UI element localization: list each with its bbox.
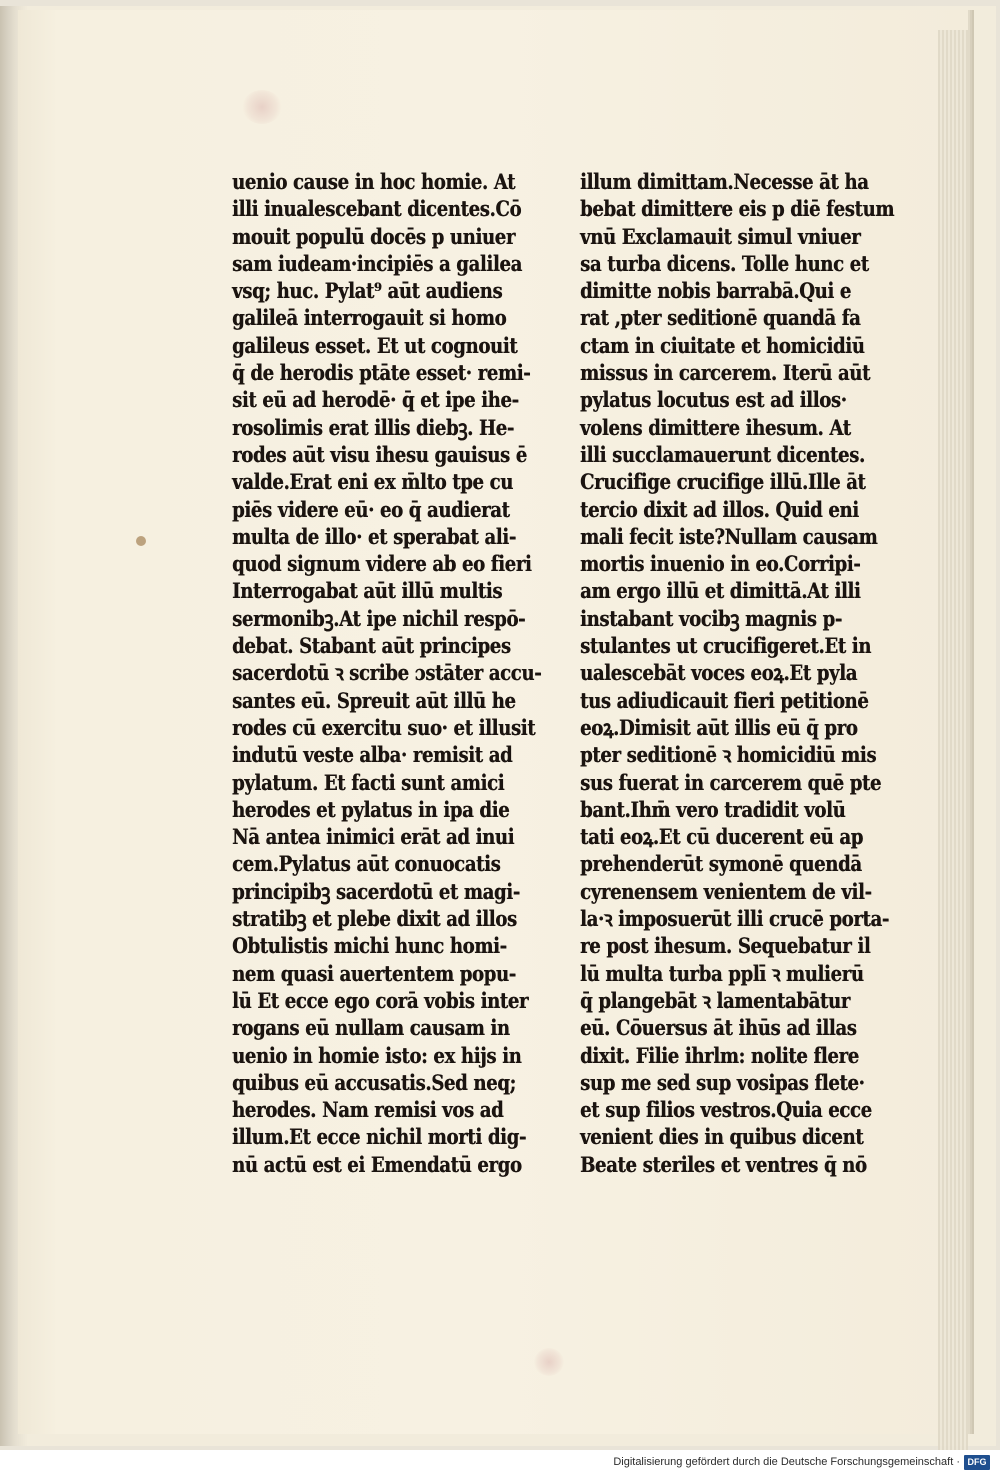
right-column-line: am ergo illū et dimittā.At illi	[580, 578, 861, 604]
right-column-line: eū. Cōuersus āt ihūs ad illas	[580, 1015, 857, 1041]
right-column-line: bebat dimittere eis p diē festum	[580, 196, 894, 222]
right-column-line: illum dimittam.Necesse āt ha	[580, 169, 869, 194]
right-column-line: ctam in ciuitate et homicidiū	[580, 332, 865, 358]
right-column-line: mortis inuenio in eo.Corripi-	[580, 551, 861, 577]
right-column-line: tus adiudicauit fieri petitionē	[580, 687, 869, 713]
stain-top	[242, 90, 282, 124]
left-column-line: quod signum videre ab eo fieri	[232, 551, 532, 577]
left-column-line: herodes. Nam remisi vos ad	[232, 1097, 504, 1123]
left-column-line: nū actū est ei Emendatū ergo	[232, 1151, 522, 1177]
left-column-line: rodes cū exercitu suo· et illusit	[232, 714, 536, 740]
dfg-logo: DFG	[964, 1455, 990, 1470]
right-column-line: Crucifige crucifige illū.Ille āt	[580, 469, 866, 495]
left-column-line: illi inualescebant dicentes.Cō	[232, 196, 522, 222]
left-column-line: rosolimis erat illis diebꝫ. He-	[232, 414, 514, 440]
right-column-line: Beate steriles et ventres q̄ nō	[580, 1151, 867, 1177]
left-column-line: Nā antea inimici erāt ad inui	[232, 824, 515, 850]
left-column-line: sermonibꝫ.At ipe nichil respō-	[232, 605, 526, 631]
left-column-line: valde.Erat eni ex m̄lto tpe cu	[232, 469, 513, 495]
left-column-line: sit eū ad herodē· q̄ et ipe ihe-	[232, 387, 519, 413]
right-column-line: vnū Exclamauit simul vniuer	[580, 223, 861, 249]
right-column-line: dixit. Filie ihrlm: nolite flere	[580, 1042, 859, 1068]
ink-spot	[136, 536, 146, 546]
left-column-line: rogans eū nullam causam in	[232, 1015, 510, 1041]
right-column-line: et sup filios vestros.Quia ecce	[580, 1097, 872, 1123]
right-column-line: tercio dixit ad illos. Quid eni	[580, 496, 859, 522]
right-column-line: rat ,pter seditionē quandā fa	[580, 305, 861, 331]
right-column-line: lū multa turba pplī ꝛ mulierū	[580, 960, 864, 986]
text-column-right	[580, 168, 894, 1178]
left-column-line: indutū veste alba· remisit ad	[232, 742, 513, 768]
left-column-line: illum.Et ecce nichil morti dig-	[232, 1124, 527, 1150]
left-column-line: nem quasi auertentem popu-	[232, 960, 516, 986]
left-column-line: stratibꝫ et plebe dixit ad illos	[232, 906, 517, 932]
left-column-line: Interrogabat aūt illū multis	[232, 578, 503, 604]
right-column-line: dimitte nobis barrabā.Qui e	[580, 278, 851, 304]
text-column-left	[232, 168, 544, 1178]
left-column-line: herodes et pylatus in ipa die	[232, 796, 510, 822]
right-column-line: sa turba dicens. Tolle hunc et	[580, 250, 869, 276]
right-column-line: la·ꝛ imposuerūt illi crucē porta-	[580, 906, 889, 932]
left-column-line: vsq; huc. Pylat⁹ aūt audiens	[232, 278, 503, 304]
footer-bar	[0, 1450, 1000, 1476]
right-column-line: venient dies in quibus dicent	[580, 1124, 864, 1150]
left-column-line: quibus eū accusatis.Sed neq;	[232, 1069, 516, 1095]
right-column-line: instabant vocibꝫ magnis p-	[580, 605, 842, 631]
left-column-line: q̄ de herodis ptāte esset· remi-	[232, 360, 531, 386]
right-column-line: mali fecit iste?Nullam causam	[580, 523, 878, 549]
left-column-line: mouit populū docēs p uniuer	[232, 223, 515, 249]
right-column-line: bant.Ihm̄ vero tradidit volū	[580, 796, 846, 822]
left-column-line: uenio in homie isto: ex hijs in	[232, 1042, 522, 1068]
left-column-line: santes eū. Spreuit aūt illū he	[232, 687, 516, 713]
footer-credit: Digitalisierung gefördert durch die Deutsche Forschungsgemeinschaft ·	[613, 1456, 960, 1468]
right-column-line: missus in carcerem. Iterū aūt	[580, 360, 870, 386]
right-column-line: ualescebāt voces eoꝝ.Et pyla	[580, 660, 858, 686]
left-column-line: uenio cause in hoc homie. At	[232, 169, 516, 194]
left-column-line: sacerdotū ꝛ scribe ɔstāter accu-	[232, 660, 542, 686]
right-column-line: pter seditionē ꝛ homicidiū mis	[580, 742, 877, 768]
left-column-line: pylatum. Et facti sunt amici	[232, 769, 505, 795]
right-column-line: sus fuerat in carcerem quē pte	[580, 769, 882, 795]
right-column-line: q̄ plangebāt ꝛ lamentabātur	[580, 987, 850, 1013]
stain-bottom	[534, 1348, 564, 1376]
right-column-line: tati eoꝝ.Et cū ducerent eū ap	[580, 824, 863, 850]
right-column-line: illi succlamauerunt dicentes.	[580, 441, 865, 467]
left-column-line: piēs videre eū· eo q̄ audierat	[232, 496, 510, 522]
left-column-line: galileā interrogauit si homo	[232, 305, 507, 331]
left-column-line: principibꝫ sacerdotū et magi-	[232, 878, 520, 904]
right-column-line: re post ihesum. Sequebatur il	[580, 933, 871, 959]
right-column-line: pylatus locutus est ad illos·	[580, 387, 847, 413]
left-column-line: cem.Pylatus aūt conuocatis	[232, 851, 501, 877]
left-column-line: lū Et ecce ego corā vobis inter	[232, 987, 529, 1013]
left-column-line: debat. Stabant aūt principes	[232, 633, 511, 659]
left-column-line: rodes aūt visu ihesu gauisus ē	[232, 441, 527, 467]
left-column-line: galileus esset. Et ut cognouit	[232, 332, 518, 358]
right-column-line: cyrenensem venientem de vil-	[580, 878, 872, 904]
page-edges	[938, 30, 968, 1450]
left-column-line: Obtulistis michi hunc homi-	[232, 933, 507, 959]
right-column-line: volens dimittere ihesum. At	[580, 414, 851, 440]
right-column-line: eoꝝ.Dimisit aūt illis eū q̄ pro	[580, 714, 858, 740]
right-column-line: prehenderūt symonē quendā	[580, 851, 862, 877]
left-column-line: sam iudeam·incipiēs a galilea	[232, 250, 522, 276]
left-column-line: multa de illo· et sperabat ali-	[232, 523, 516, 549]
right-column-line: sup me sed sup vosipas flete·	[580, 1069, 865, 1095]
right-column-line: stulantes ut crucifigeret.Et in	[580, 633, 871, 659]
